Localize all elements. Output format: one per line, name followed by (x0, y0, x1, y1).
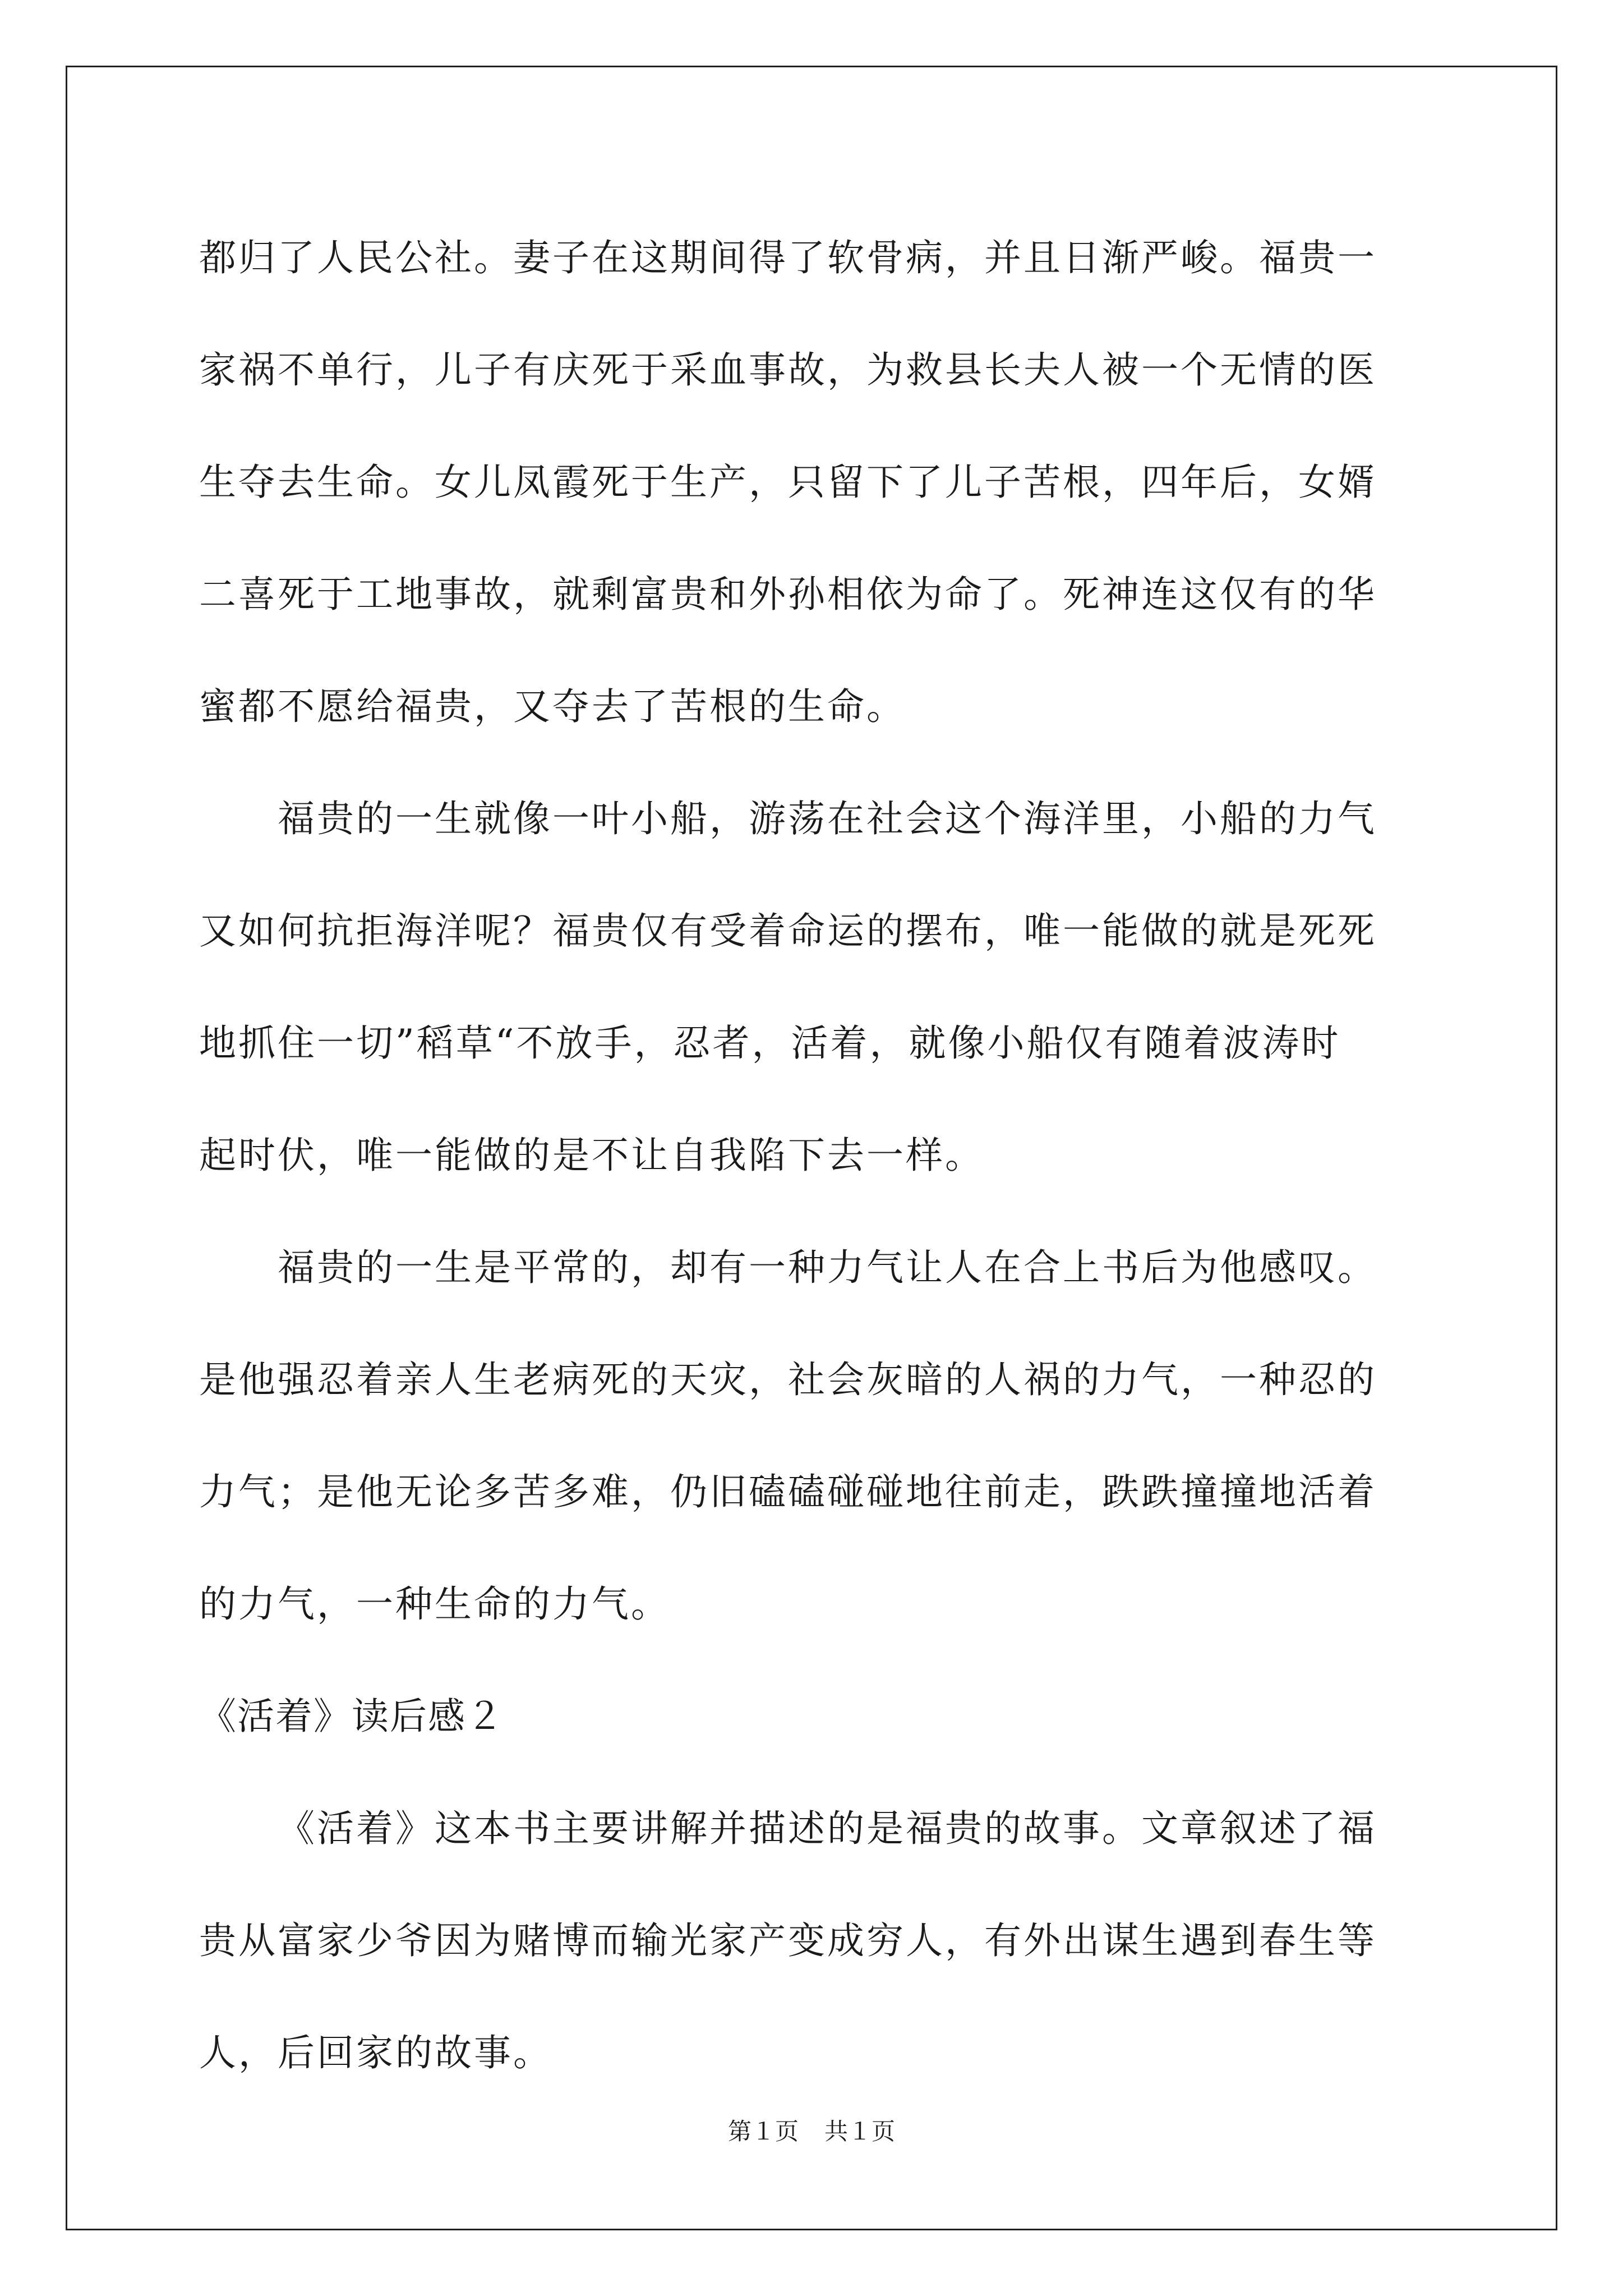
text-line: 贵从富家少爷因为赌博而输光家产变成穷人，有外出谋生遇到春生等 (199, 1919, 1377, 1962)
text-line: 是他强忍着亲人生老病死的天灾，社会灰暗的人祸的力气，一种忍的 (199, 1358, 1377, 1401)
text-line: 的力气，一种生命的力气。 (199, 1582, 670, 1626)
text-line: 人，后回家的故事。 (199, 2031, 552, 2074)
page-number: 第１页 (727, 2118, 799, 2145)
paragraph-3 (199, 1212, 1430, 1660)
text-line: 地抓住一切”稻草“不放手，忍者，活着，就像小船仅有随着波涛时 (199, 1022, 1341, 1065)
text-line: 《活着》这本书主要讲解并描述的是福贵的故事。文章叙述了福 (278, 1807, 1377, 1850)
paragraph-4 (199, 1773, 1430, 2109)
text-line: 都归了人民公社。妻子在这期间得了软骨病，并且日渐严峻。福贵一 (199, 236, 1377, 279)
text-line: 力气；是他无论多苦多难，仍旧磕磕碰碰地往前走，跌跌撞撞地活着 (199, 1470, 1377, 1513)
text-line: 二喜死于工地事故，就剩富贵和外孙相依为命了。死神连这仅有的华 (199, 573, 1377, 616)
document-body (199, 202, 1430, 2109)
text-line: 福贵的一生就像一叶小船，游荡在社会这个海洋里，小船的力气 (278, 797, 1377, 840)
paragraph-2 (199, 763, 1430, 1212)
text-line: 又如何抗拒海洋呢？福贵仅有受着命运的摆布，唯一能做的就是死死 (199, 909, 1377, 953)
text-line: 蜜都不愿给福贵，又夺去了苦根的生命。 (199, 685, 906, 728)
text-line: 福贵的一生是平常的，却有一种力气让人在合上书后为他感叹。 (278, 1246, 1377, 1289)
text-line: 家祸不单行，儿子有庆死于采血事故，为救县长夫人被一个无情的医 (199, 348, 1377, 392)
page-total: 共１页 (824, 2118, 896, 2145)
text-line: 起时伏，唯一能做的是不让自我陷下去一样。 (199, 1134, 984, 1177)
section-heading: 《活着》读后感２ (199, 1695, 504, 1738)
paragraph-1 (199, 202, 1430, 763)
text-line: 生夺去生命。女儿凤霞死于生产，只留下了儿子苦根，四年后，女婿 (199, 461, 1377, 504)
page-footer (0, 2115, 1623, 2148)
